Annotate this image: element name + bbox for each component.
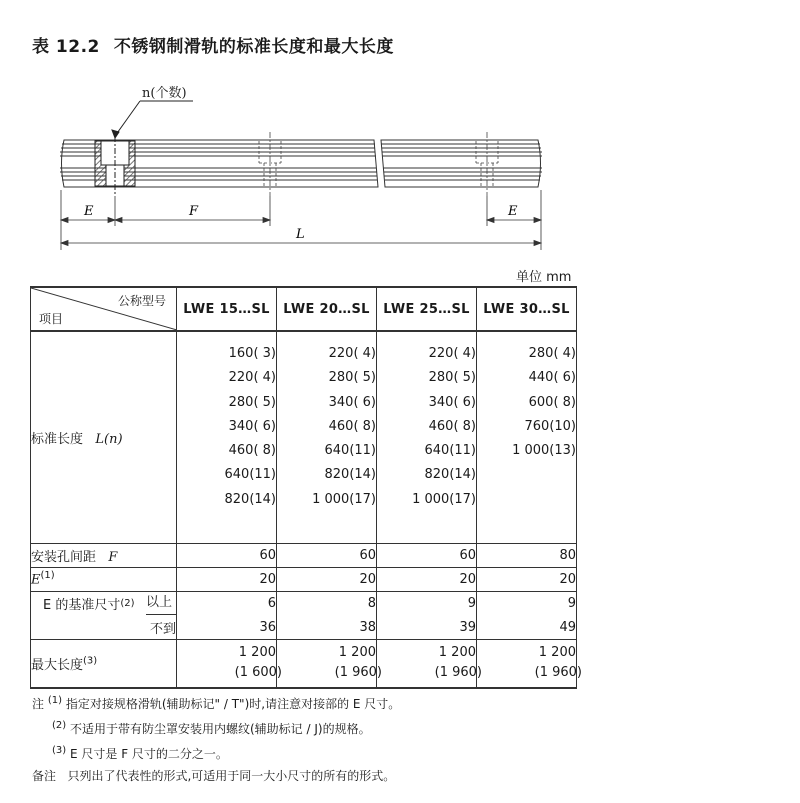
row-label-e-std bbox=[31, 591, 177, 616]
unit-label: 单位 mm bbox=[516, 270, 572, 285]
e-std-text: E 的基准尺寸 bbox=[43, 598, 121, 613]
std-length-text: 标准长度 bbox=[31, 431, 84, 447]
table-cell: (1 960) bbox=[434, 665, 482, 681]
dim-e-left: E bbox=[84, 204, 94, 219]
table-cell: (1 960) bbox=[334, 665, 382, 681]
table-cell: 820(14) bbox=[224, 491, 276, 507]
pitch-symbol: F bbox=[108, 549, 118, 565]
table-cell: 220( 4) bbox=[328, 346, 376, 361]
table-cell: 80 bbox=[477, 543, 577, 567]
corner-item-label: 项目 bbox=[39, 312, 64, 326]
table-cell: 460( 8) bbox=[228, 443, 276, 459]
table-cell: 20 bbox=[277, 567, 377, 591]
footnote-2 bbox=[32, 715, 400, 740]
max-text: 最大长度 bbox=[31, 657, 84, 673]
model-header: LWE 15…SL bbox=[177, 287, 277, 331]
footnote-1 bbox=[32, 690, 400, 715]
table-cell: 60 bbox=[277, 543, 377, 567]
dim-e-right: E bbox=[508, 204, 518, 219]
table-cell: 9 bbox=[477, 591, 577, 616]
e-std-note-ref: (2) bbox=[120, 598, 135, 609]
table-cell: 160( 3) bbox=[228, 346, 276, 361]
table-cell: 460( 8) bbox=[328, 418, 376, 434]
table-cell: 39 bbox=[377, 616, 477, 640]
table-cell: 280( 5) bbox=[228, 394, 276, 410]
below-label: 不到 bbox=[31, 616, 177, 640]
table-cell: 1 000(13) bbox=[512, 443, 576, 459]
note-text-1: 指定对接规格滑轨(辅助标记" / T")时,请注意对接部的 E 尺寸。 bbox=[65, 697, 401, 711]
table-cell: 280( 5) bbox=[428, 370, 476, 386]
table-cell: (1 600) bbox=[234, 665, 282, 681]
max-cell bbox=[377, 640, 482, 688]
header-corner bbox=[31, 287, 177, 331]
table-cell: 640(11) bbox=[224, 467, 276, 483]
table-cell: 1 200 bbox=[338, 645, 376, 661]
rail-body-right bbox=[381, 140, 542, 187]
remark-text: 只列出了代表性的形式,可适用于同一大小尺寸的所有的形式。 bbox=[67, 769, 396, 783]
table-cell: 640(11) bbox=[324, 443, 376, 459]
max-note-ref: (3) bbox=[83, 655, 98, 667]
table-cell: 20 bbox=[477, 567, 577, 591]
std-lengths-col bbox=[477, 331, 577, 543]
std-length-symbol: L(n) bbox=[95, 431, 123, 447]
table-cell: 1 200 bbox=[438, 645, 476, 661]
footnotes bbox=[32, 690, 400, 787]
note-text-2: 不适用于带有防尘罩安装用内螺纹(辅助标记 / J)的规格。 bbox=[70, 722, 371, 736]
table-cell: 1 000(17) bbox=[412, 491, 476, 507]
row-label-std-length bbox=[31, 331, 177, 543]
std-lengths-col bbox=[377, 331, 477, 543]
dim-l: L bbox=[296, 227, 305, 242]
row-label-pitch bbox=[31, 543, 177, 567]
note-text-3: E 尺寸是 F 尺寸的二分之一。 bbox=[70, 747, 228, 761]
table-cell: 1 000(17) bbox=[312, 491, 376, 507]
e-symbol: E bbox=[31, 572, 41, 588]
model-header: LWE 30…SL bbox=[477, 287, 577, 331]
max-cell bbox=[177, 640, 282, 688]
table-cell: 20 bbox=[177, 567, 277, 591]
note-mark-2: (2) bbox=[52, 720, 67, 731]
table-cell: 20 bbox=[377, 567, 477, 591]
table-cell: 760(10) bbox=[524, 418, 576, 434]
note-mark-1: (1) bbox=[47, 695, 63, 706]
rail-diagram bbox=[0, 0, 800, 260]
row-label-e bbox=[31, 567, 177, 591]
table-cell: 340( 6) bbox=[228, 418, 276, 434]
table-cell: 8 bbox=[277, 591, 377, 616]
table-cell: 49 bbox=[477, 616, 577, 640]
table-cell: (1 960) bbox=[534, 665, 582, 681]
table-caption: 不锈钢制滑轨的标准长度和最大长度 bbox=[113, 37, 394, 57]
callout-leader bbox=[112, 101, 193, 138]
max-cell bbox=[477, 640, 582, 688]
table-cell: 340( 6) bbox=[328, 394, 376, 410]
table-cell: 600( 8) bbox=[528, 394, 576, 410]
table-cell: 460( 8) bbox=[428, 418, 476, 434]
corner-model-label: 公称型号 bbox=[117, 294, 166, 308]
table-cell: 280( 4) bbox=[528, 346, 576, 361]
table-cell: 38 bbox=[277, 616, 377, 640]
std-lengths-col bbox=[277, 331, 377, 543]
row-label-max bbox=[31, 640, 177, 688]
model-header: LWE 20…SL bbox=[277, 287, 377, 331]
table-cell: 6 bbox=[177, 591, 277, 616]
e-note-ref: (1) bbox=[40, 570, 55, 582]
table-cell: 640(11) bbox=[424, 443, 476, 459]
mounting-hole-section bbox=[95, 136, 135, 194]
table-cell: 220( 4) bbox=[428, 346, 476, 361]
table-cell: 340( 6) bbox=[428, 394, 476, 410]
note-prefix: 注 bbox=[32, 697, 45, 711]
model-header: LWE 25…SL bbox=[377, 287, 477, 331]
table-cell: 1 200 bbox=[238, 645, 276, 661]
footnote-3 bbox=[32, 740, 400, 765]
table-cell: 440( 6) bbox=[528, 370, 576, 386]
table-cell: 220( 4) bbox=[228, 370, 276, 386]
above-label: 以上 bbox=[146, 592, 176, 615]
table-cell: 280( 5) bbox=[328, 370, 376, 386]
remark-prefix: 备注 bbox=[32, 769, 57, 783]
table-cell: 1 200 bbox=[538, 645, 576, 661]
note-mark-3: (3) bbox=[52, 745, 67, 756]
table-cell: 60 bbox=[177, 543, 277, 567]
pitch-text: 安装孔间距 bbox=[31, 549, 97, 565]
table-cell: 820(14) bbox=[324, 467, 376, 483]
table-cell: 9 bbox=[377, 591, 477, 616]
table-cell: 60 bbox=[377, 543, 477, 567]
remark bbox=[32, 765, 400, 787]
callout-label: n(个数) bbox=[142, 86, 187, 101]
spec-table bbox=[30, 286, 582, 689]
table-cell: 820(14) bbox=[424, 467, 476, 483]
dim-f: F bbox=[189, 204, 199, 219]
table-cell: 36 bbox=[177, 616, 277, 640]
std-lengths-col bbox=[177, 331, 277, 543]
table-number: 表 12.2 bbox=[32, 37, 100, 57]
max-cell bbox=[277, 640, 382, 688]
